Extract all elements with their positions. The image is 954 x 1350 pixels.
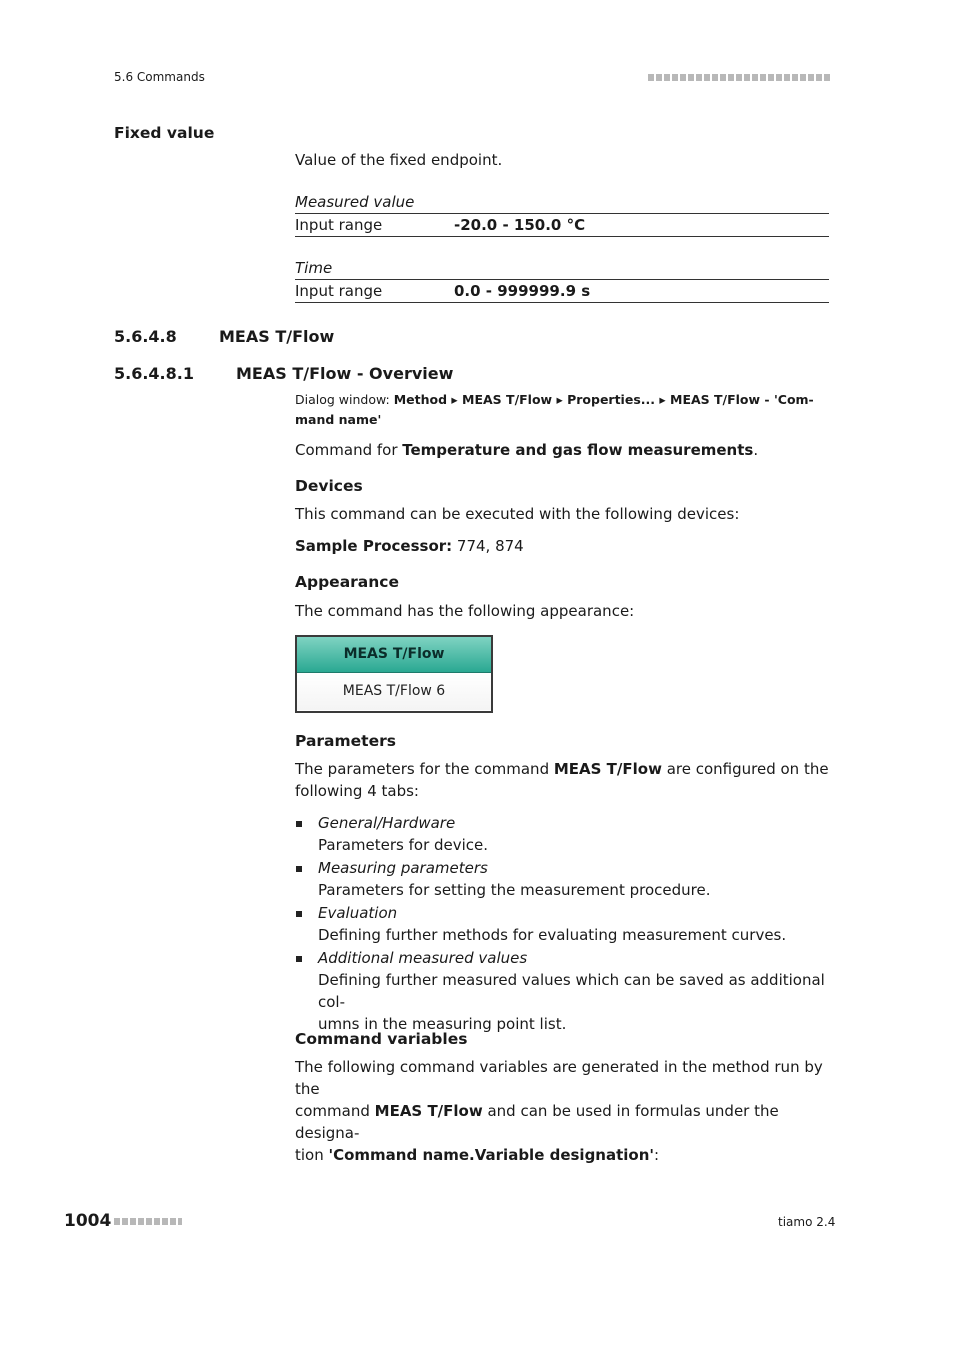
path-separator: ▸ bbox=[447, 392, 463, 407]
command-variables-heading: Command variables bbox=[295, 1030, 468, 1048]
intro-text bbox=[295, 439, 758, 461]
intro-pre: Command for bbox=[295, 441, 403, 459]
tab-description: Defining further methods for evaluating measurement curves. bbox=[318, 926, 787, 944]
subsection-title: MEAS T/Flow - Overview bbox=[236, 364, 454, 383]
tab-name: Evaluation bbox=[318, 904, 398, 922]
table-key: Input range bbox=[295, 282, 383, 300]
table-value: -20.0 - 150.0 °C bbox=[454, 216, 586, 234]
running-header: 5.6 Commands bbox=[114, 70, 205, 84]
intro-post: . bbox=[753, 441, 759, 459]
page-number: 1004 bbox=[64, 1211, 112, 1231]
devices-value: 774, 874 bbox=[452, 537, 524, 555]
command-box-title: MEAS T/Flow bbox=[297, 637, 491, 673]
tab-description: Parameters for setting the measurement procedure. bbox=[318, 881, 711, 899]
cv-line3-post: : bbox=[654, 1146, 660, 1164]
dialog-path-window: MEAS T/Flow - 'Com- bbox=[670, 392, 814, 407]
parameters-text-pre: The parameters for the command bbox=[295, 760, 554, 778]
tab-name: Measuring parameters bbox=[318, 859, 488, 877]
footer-decoration bbox=[114, 1218, 182, 1225]
section-heading bbox=[114, 327, 514, 349]
parameters-text bbox=[295, 758, 829, 802]
intro-bold: Temperature and gas flow measurements bbox=[402, 441, 754, 459]
dialog-path-properties: Properties... bbox=[567, 392, 656, 407]
dialog-path-window-cont: mand name' bbox=[295, 412, 382, 427]
subsection-heading bbox=[114, 364, 614, 386]
list-item bbox=[318, 857, 710, 901]
table-value: 0.0 - 999999.9 s bbox=[454, 282, 591, 300]
devices-list bbox=[295, 535, 524, 557]
tab-description: Parameters for device. bbox=[318, 836, 489, 854]
devices-label: Sample Processor: bbox=[295, 537, 453, 555]
list-item bbox=[318, 902, 786, 946]
cv-line2-post: and can be used in formulas under the designa- bbox=[295, 1102, 779, 1142]
cv-line3-pre: tion bbox=[295, 1146, 329, 1164]
path-separator: ▸ bbox=[552, 392, 568, 407]
header-decoration bbox=[648, 74, 830, 81]
fixed-value-description: Value of the fixed endpoint. bbox=[295, 151, 503, 169]
bullet-icon bbox=[296, 821, 302, 827]
devices-heading: Devices bbox=[295, 477, 363, 495]
table-caption: Measured value bbox=[295, 191, 829, 214]
measured-value-table bbox=[295, 191, 829, 237]
tab-name: Additional measured values bbox=[318, 949, 528, 967]
table-caption: Time bbox=[295, 257, 829, 280]
parameters-text-line2: following 4 tabs: bbox=[295, 782, 419, 800]
cv-line2-bold: MEAS T/Flow bbox=[374, 1102, 483, 1120]
dialog-path-method: Method bbox=[393, 392, 448, 407]
subsection-number: 5.6.4.8.1 bbox=[114, 364, 194, 383]
tab-description: Defining further measured values which can be saved as additional col- bbox=[318, 971, 825, 1011]
section-number: 5.6.4.8 bbox=[114, 327, 177, 346]
section-title: MEAS T/Flow bbox=[219, 327, 335, 346]
dialog-path bbox=[295, 390, 829, 430]
cv-line3-bold: 'Command name.Variable designation' bbox=[328, 1146, 654, 1164]
appearance-heading: Appearance bbox=[295, 573, 399, 591]
cv-line2-pre: command bbox=[295, 1102, 375, 1120]
appearance-text: The command has the following appearance: bbox=[295, 602, 635, 620]
product-name: tiamo 2.4 bbox=[778, 1215, 836, 1229]
table-key: Input range bbox=[295, 216, 383, 234]
parameters-heading: Parameters bbox=[295, 732, 396, 750]
tab-description-cont: umns in the measuring point list. bbox=[318, 1015, 567, 1033]
cv-line1: The following command variables are generated in the method run by the bbox=[295, 1058, 823, 1098]
command-box-name: MEAS T/Flow 6 bbox=[297, 673, 491, 710]
command-variables-text bbox=[295, 1056, 835, 1166]
bullet-icon bbox=[296, 956, 302, 962]
devices-text: This command can be executed with the following devices: bbox=[295, 505, 740, 523]
dialog-prefix: Dialog window: bbox=[295, 392, 394, 407]
dialog-path-command: MEAS T/Flow bbox=[462, 392, 553, 407]
path-separator: ▸ bbox=[655, 392, 670, 407]
tab-name: General/Hardware bbox=[318, 814, 456, 832]
table-row bbox=[295, 280, 829, 303]
bullet-icon bbox=[296, 911, 302, 917]
fixed-value-heading: Fixed value bbox=[114, 124, 215, 142]
list-item bbox=[318, 947, 830, 1035]
table-row bbox=[295, 214, 829, 237]
parameters-text-post: are configured on the bbox=[661, 760, 829, 778]
command-appearance-box bbox=[295, 635, 493, 713]
bullet-icon bbox=[296, 866, 302, 872]
list-item bbox=[318, 812, 488, 856]
parameters-text-bold: MEAS T/Flow bbox=[553, 760, 662, 778]
time-table bbox=[295, 257, 829, 303]
